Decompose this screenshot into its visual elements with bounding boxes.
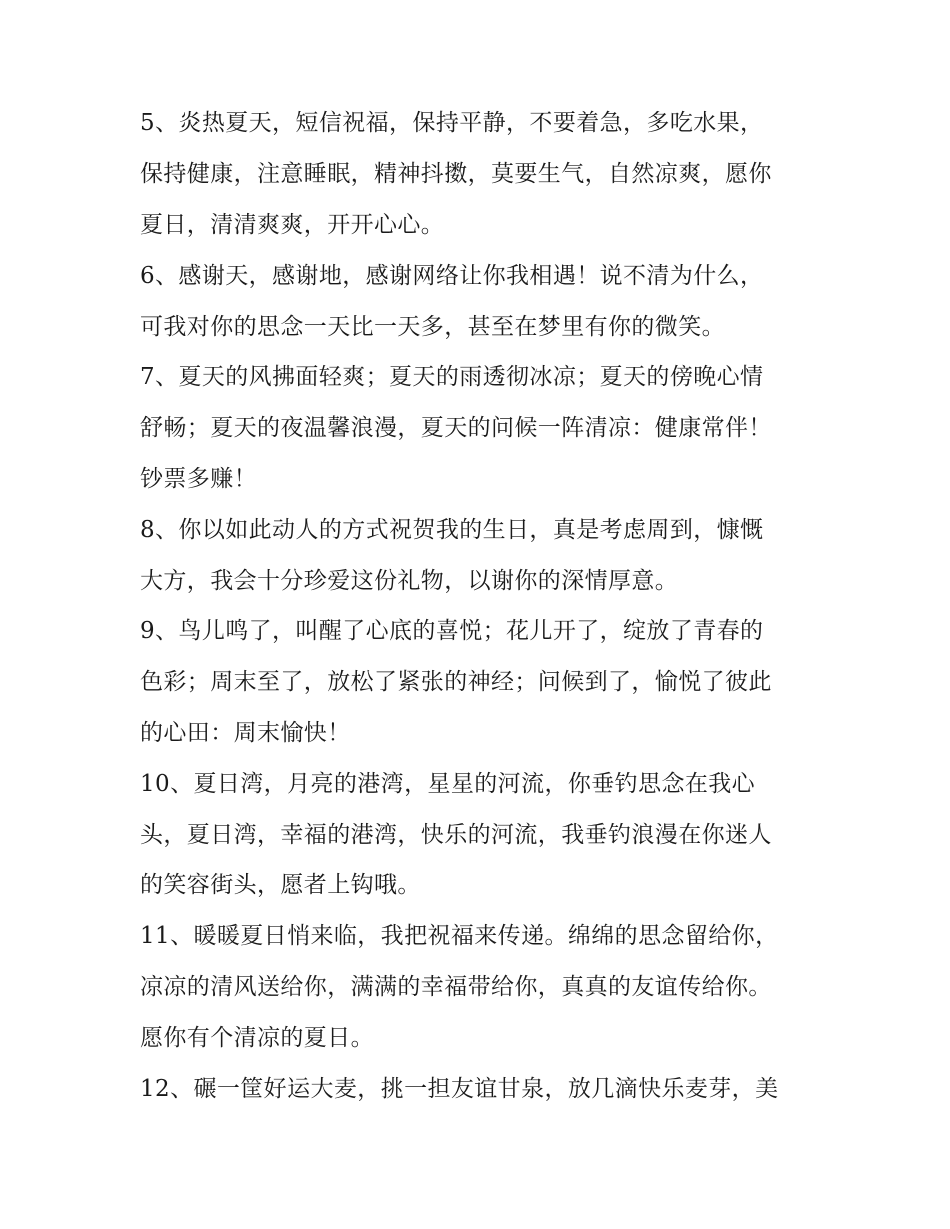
text-line: 色彩；周末至了，放松了紧张的神经；问候到了，愉悦了彼此: [140, 669, 772, 695]
text-line: 愿你有个清凉的夏日。: [140, 1025, 374, 1051]
text-line: 12、碾一筐好运大麦，挑一担友谊甘泉，放几滴快乐麦芽，美: [140, 1076, 779, 1102]
text-line: 可我对你的思念一天比一天多，甚至在梦里有你的微笑。: [140, 314, 725, 340]
text-line: 凉凉的清风送给你，满满的幸福带给你，真真的友谊传给你。: [140, 974, 772, 1000]
text-line: 10、夏日湾，月亮的港湾，星星的河流，你垂钓思念在我心: [140, 771, 756, 797]
text-line: 头，夏日湾，幸福的港湾，快乐的河流，我垂钓浪漫在你迷人: [140, 822, 772, 848]
text-line: 8、你以如此动人的方式祝贺我的生日，真是考虑周到，慷慨: [140, 517, 764, 543]
text-line: 舒畅；夏天的夜温馨浪漫，夏天的问候一阵清凉：健康常伴！: [140, 415, 772, 441]
text-line: 9、鸟儿鸣了，叫醒了心底的喜悦；花儿开了，绽放了青春的: [140, 618, 764, 644]
text-line: 的心田：周末愉快！: [140, 720, 351, 746]
text-line: 夏日，清清爽爽，开开心心。: [140, 212, 445, 238]
text-line: 7、夏天的风拂面轻爽；夏天的雨透彻冰凉；夏天的傍晚心情: [140, 364, 764, 390]
text-line: 钞票多赚！: [140, 466, 257, 492]
text-line: 6、感谢天，感谢地，感谢网络让你我相遇！说不清为什么，: [140, 263, 764, 289]
text-line: 11、暖暖夏日悄来临，我把祝福来传递。绵绵的思念留给你，: [140, 923, 779, 949]
text-line: 5、炎热夏天，短信祝福，保持平静，不要着急，多吃水果，: [140, 110, 764, 136]
text-line: 的笑容街头，愿者上钩哦。: [140, 872, 421, 898]
text-line: 保持健康，注意睡眠，精神抖擞，莫要生气，自然凉爽，愿你: [140, 161, 772, 187]
text-line: 大方，我会十分珍爱这份礼物，以谢你的深情厚意。: [140, 568, 679, 594]
